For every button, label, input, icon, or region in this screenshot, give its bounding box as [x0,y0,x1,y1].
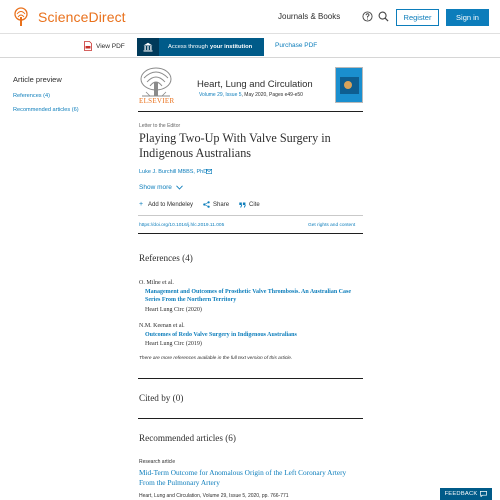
divider [138,378,363,379]
pdf-file-icon [84,41,92,51]
sidebar-item-references[interactable]: References (4) [13,93,50,99]
issue-pages: , May 2020, Pages e49-e50 [241,92,303,98]
view-pdf-button[interactable] [84,41,125,51]
article-actions [139,201,260,208]
brand-name[interactable]: ScienceDirect [38,9,126,25]
top-header [0,0,500,34]
institution-icon [143,42,153,52]
author-link[interactable]: Luke J. Burchill MBBS, PhD [139,169,208,175]
purchase-pdf-link[interactable]: Purchase PDF [275,42,318,49]
quote-icon [239,202,246,208]
recommended-heading: Recommended articles (6) [139,433,236,443]
search-icon[interactable] [378,11,389,22]
cite-button[interactable] [239,202,260,208]
show-more-label: Show more [139,184,172,191]
recommended-article-title-link[interactable]: Mid-Term Outcome for Anomalous Origin of the Left Coronary Artery From the Pulmonary Artery [139,468,347,487]
journal-issue-info [199,92,303,98]
email-icon[interactable] [206,169,212,174]
share-button[interactable] [203,201,229,208]
rights-link[interactable]: Get rights and content [308,223,356,228]
add-to-mendeley-label: Add to Mendeley [148,201,194,208]
volume-issue-link[interactable]: Volume 29, Issue 5 [199,92,242,98]
divider [138,418,363,419]
sidebar-title: Article preview [13,75,62,84]
reference-authors: N.M. Keenan et al. [139,323,185,329]
institution-icon-box [137,38,159,56]
reference-title-link[interactable]: Management and Outcomes of Prosthetic Valve Thrombosis. An Australian Case Series From the Northern Territory [145,289,352,303]
cited-by-heading: Cited by (0) [139,393,184,403]
sidebar-item-recommended[interactable]: Recommended articles (6) [13,107,79,113]
sign-in-button[interactable]: Sign in [446,9,489,26]
article-type: Letter to the Editor [139,123,181,129]
cover-graphic-dot [344,81,352,89]
access-through-label: Access through [168,44,208,50]
recommended-article-source: Heart, Lung and Circulation, Volume 29, Issue 5, 2020, pp. 766-771 [139,493,289,499]
your-institution-label: your institution [209,44,253,50]
doi-link[interactable]: https://doi.org/10.1016/j.hlc.2019.11.005 [139,223,225,228]
access-institution-button[interactable] [137,38,264,56]
reference-source: Heart Lung Circ (2019) [145,341,202,347]
add-to-mendeley-button[interactable] [139,202,193,208]
divider [138,215,363,216]
plus-icon: + [139,200,144,208]
chat-bubble-icon [480,491,487,497]
journal-name-link[interactable]: Heart, Lung and Circulation [197,79,313,90]
share-icon [203,201,210,208]
divider [138,111,363,112]
divider [138,233,363,234]
references-heading: References (4) [139,253,193,263]
feedback-label: FEEDBACK [444,491,478,497]
cite-label: Cite [249,201,260,208]
article-toolbar [0,36,500,58]
feedback-button[interactable] [440,488,492,500]
elsevier-tree-logo-icon[interactable] [12,7,30,27]
chevron-down-icon [176,185,183,190]
reference-authors: O. Milne et al. [139,280,174,286]
register-button[interactable]: Register [396,9,439,26]
help-icon[interactable] [362,11,373,22]
share-label: Share [213,201,230,208]
view-pdf-label: View PDF [96,42,125,50]
references-note: There are more references available in the full text version of this article. [139,356,293,361]
recommended-article-type: Research article [139,459,176,465]
article-title: Playing Two-Up With Valve Surgery in Indigenous Australians [139,131,331,160]
elsevier-wordmark: ELSEVIER [139,97,175,105]
reference-source: Heart Lung Circ (2020) [145,307,202,313]
journals-books-link[interactable]: Journals & Books [278,12,341,21]
reference-title-link[interactable]: Outcomes of Redo Valve Surgery in Indigenous Australians [145,332,297,338]
show-more-button[interactable] [139,184,183,191]
journal-cover-image[interactable] [335,67,363,103]
